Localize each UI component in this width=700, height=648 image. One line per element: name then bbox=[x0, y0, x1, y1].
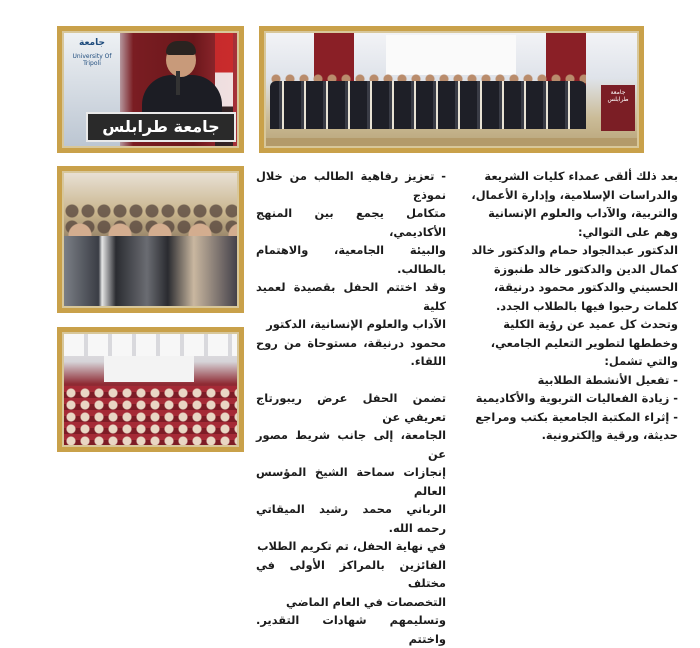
text-line: والبيئة الجامعية، والاهتمام بالطالب. bbox=[256, 243, 446, 276]
text-line: الحسيني والدكتور محمود درنيقة، bbox=[493, 280, 678, 294]
audience-photo bbox=[57, 166, 244, 313]
text-line: محمود درنيقة، مستوحاة من روح اللقاء. bbox=[256, 335, 446, 368]
text-line: بعد ذلك ألقى عمداء كليات الشريعة bbox=[484, 169, 678, 183]
text-line: التخصصات في العام الماضي bbox=[286, 594, 446, 609]
text-line: والتربية، والآداب والعلوم الإنسانية bbox=[488, 206, 678, 220]
text-line: كلمات رحبوا فيها بالطلاب الجدد. bbox=[495, 298, 678, 313]
hall-stage bbox=[104, 356, 194, 382]
text-line: الدكتور عبدالجواد حمام والدكتور خالد bbox=[471, 243, 678, 257]
text-line: متكامل يجمع بين المنهج الأكاديمي، bbox=[256, 206, 446, 239]
hall-photo-image bbox=[64, 334, 237, 445]
text-line: وتحدث كل عميد عن رؤية الكلية bbox=[503, 317, 678, 331]
speaker-photo bbox=[57, 26, 244, 153]
text-line: تضمن الحفل عرض ريبورتاج تعريفي عن bbox=[256, 391, 446, 424]
hall-ceiling bbox=[64, 334, 237, 356]
text-line: الجامعة، إلى جانب شريط مصور عن bbox=[256, 428, 446, 461]
text-line: - تفعيل الأنشطة الطلابية bbox=[537, 372, 678, 387]
text-line: والتي تشمل: bbox=[604, 354, 678, 368]
university-banner-title: جامعة bbox=[79, 38, 105, 48]
stage-floor bbox=[266, 138, 637, 146]
text-line: في نهاية الحفل، تم تكريم الطلاب bbox=[257, 539, 446, 553]
text-line: - إثراء المكتبة الجامعية بكتب ومراجع bbox=[475, 409, 678, 424]
university-banner-subtitle: University Of Tripoli bbox=[72, 53, 112, 67]
projection-screen bbox=[386, 35, 516, 75]
speaker-hair bbox=[166, 41, 196, 55]
text-line: وقد اختتم الحفل بقصيدة لعميد كلية bbox=[256, 280, 446, 313]
speaker-photo-image bbox=[64, 33, 237, 146]
podium-label: جامعة طرابلس bbox=[607, 89, 629, 103]
photo-caption: جامعة طرابلس bbox=[86, 112, 236, 142]
group-photo-image bbox=[266, 33, 637, 146]
text-line: وهم على التوالي: bbox=[577, 224, 678, 239]
text-line bbox=[256, 371, 446, 390]
text-line: وتسليمهم شهادات التقدير. واختتم bbox=[256, 613, 446, 646]
text-line: الفائزين بالمراكز الأولى في مختلف bbox=[256, 557, 446, 590]
text-line: إنجازات سماحة الشيخ المؤسس العالم bbox=[256, 465, 446, 498]
microphone-icon bbox=[176, 71, 180, 95]
front-row-people bbox=[64, 236, 237, 306]
audience-photo-image bbox=[64, 173, 237, 306]
text-line: حديثة، ورقية وإلكترونية. bbox=[541, 428, 678, 442]
hall-seats bbox=[64, 386, 237, 445]
group-people bbox=[270, 81, 586, 129]
text-line: كمال الدين والدكتور خالد طنبوزة bbox=[493, 261, 678, 276]
text-line: الآداب والعلوم الإنسانية، الدكتور bbox=[266, 317, 446, 331]
group-photo bbox=[259, 26, 644, 153]
text-line: وخططها لتطوير التعليم الجامعي، bbox=[490, 335, 678, 350]
article-column-middle bbox=[256, 167, 446, 648]
text-line: الرباني محمد رشيد الميقاتي رحمه الله. bbox=[256, 502, 446, 535]
text-line: - تعزيز رفاهية الطالب من خلال نموذج bbox=[256, 169, 446, 202]
article-column-right bbox=[452, 167, 678, 445]
text-line: والدراسات الإسلامية، وإدارة الأعمال، bbox=[471, 187, 678, 202]
text-line: - زيادة الفعاليات التربوية والأكاديمية bbox=[475, 391, 678, 405]
hall-photo bbox=[57, 327, 244, 452]
